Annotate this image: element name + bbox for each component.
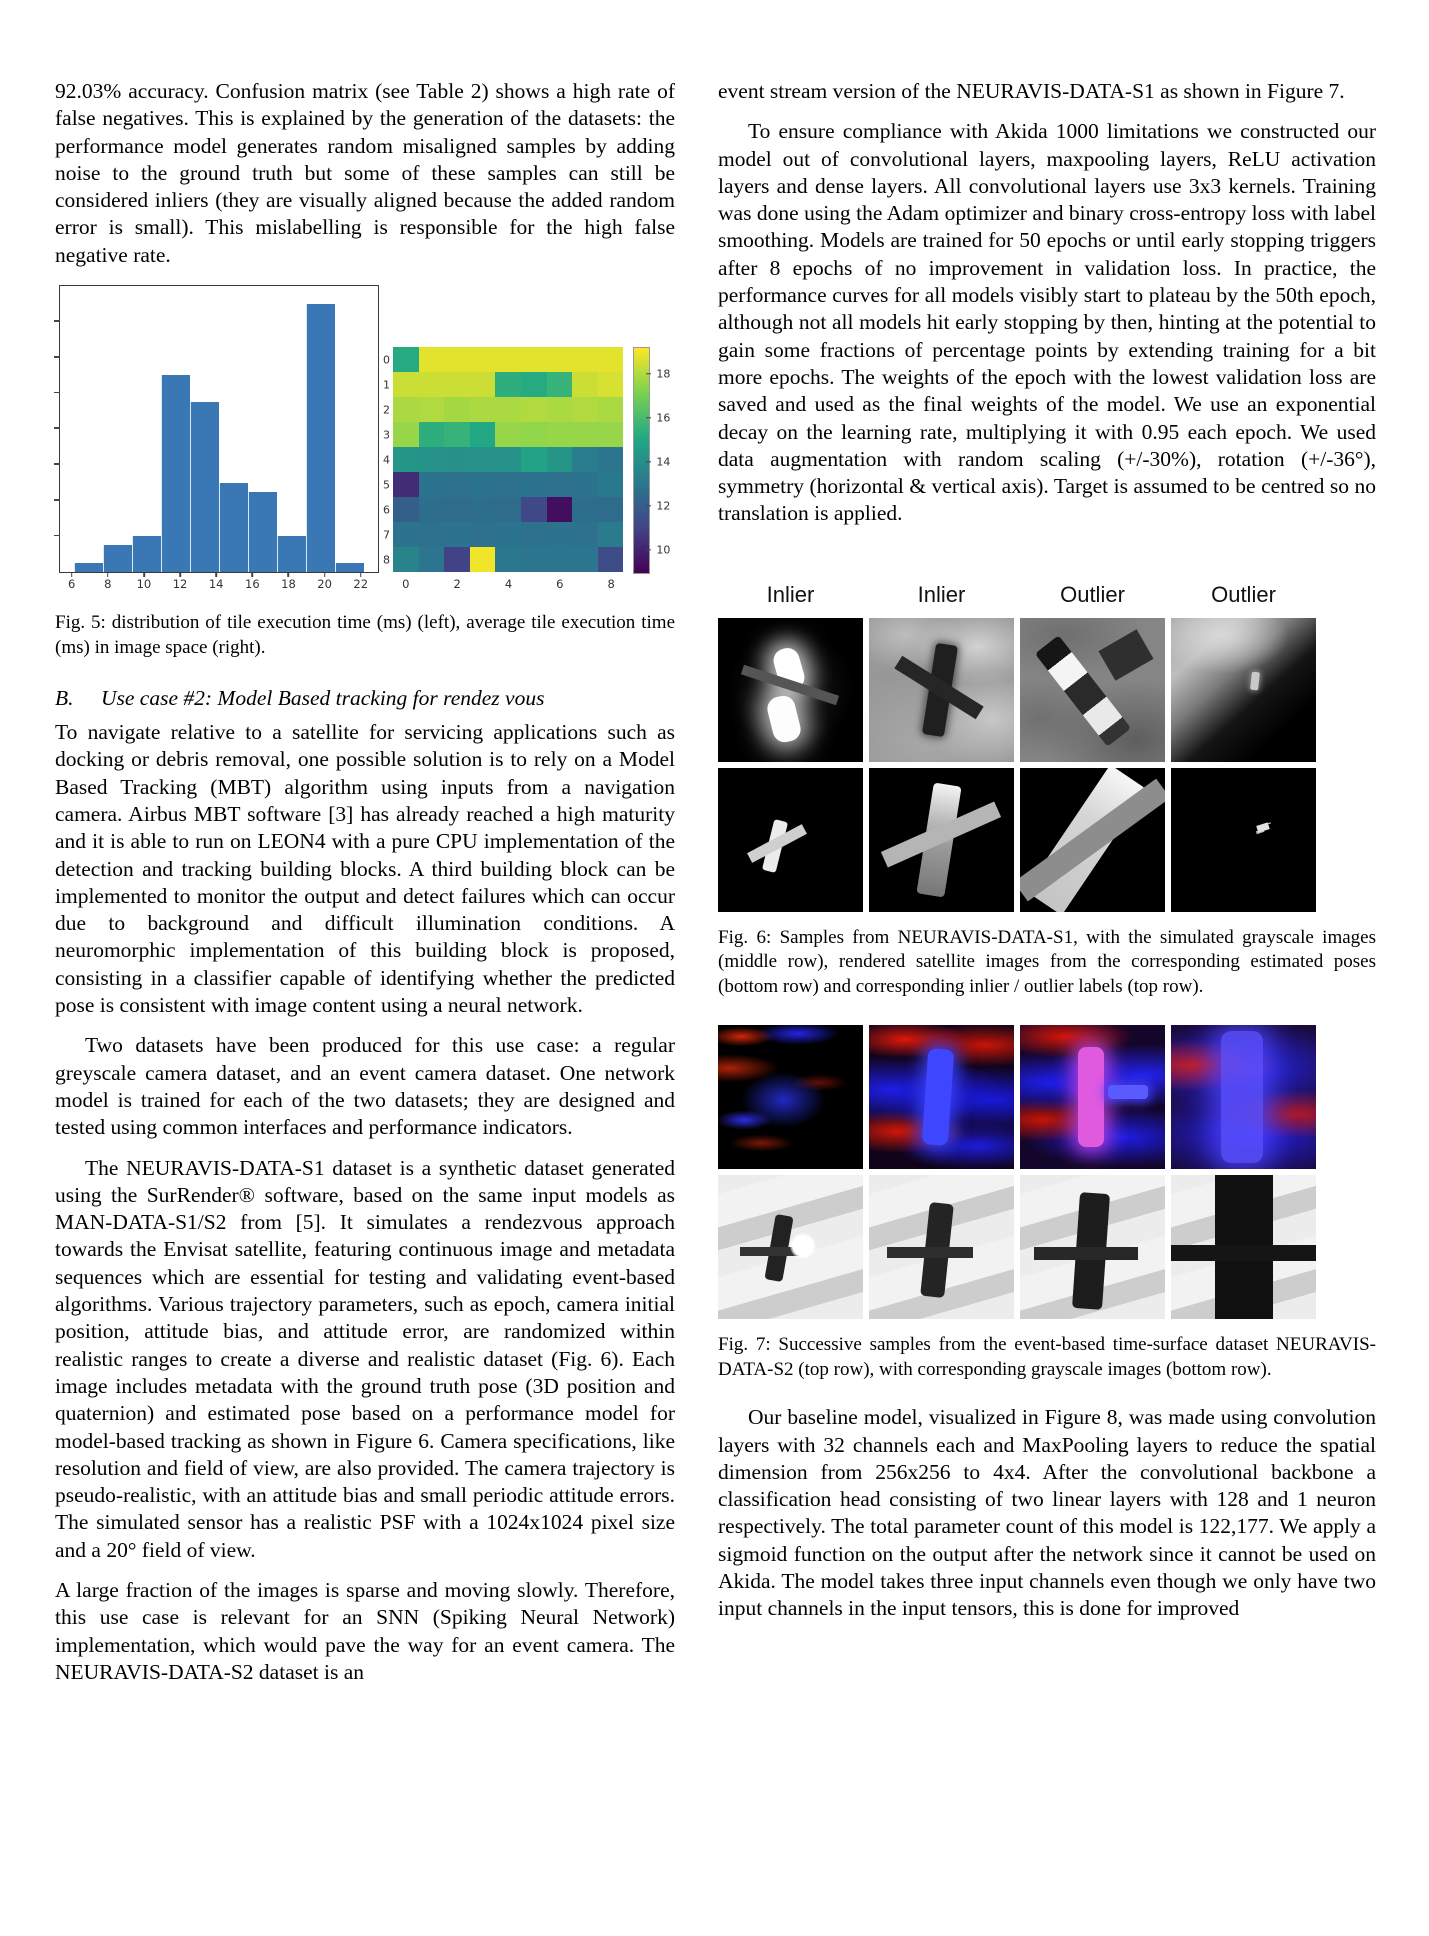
fig6-image-grid (718, 618, 1376, 912)
heatmap-cell (470, 422, 496, 447)
satellite-graphic (771, 645, 808, 693)
heatmap-cell (572, 397, 598, 422)
heatmap-cell (419, 447, 445, 472)
satellite-graphic (1250, 671, 1260, 690)
heatmap-cell (495, 422, 521, 447)
fig7-grayscale-image-3 (1020, 1175, 1165, 1319)
heatmap-cell (572, 547, 598, 572)
heatmap-cell (419, 347, 445, 372)
heatmap-cell (495, 397, 521, 422)
fig5-heatmap-area (377, 347, 680, 574)
colorbar-tick-label: 14 (656, 455, 671, 469)
histogram-bar (132, 536, 161, 572)
heatmap-cell (572, 372, 598, 397)
heatmap-cell (470, 547, 496, 572)
heatmap-cell (521, 497, 547, 522)
section-heading-b (55, 686, 675, 711)
x-axis-tick-label: 22 (353, 577, 369, 592)
satellite-graphic (740, 1247, 806, 1256)
heatmap-cell (444, 422, 470, 447)
figure-5 (55, 285, 675, 660)
heatmap-cell (572, 347, 598, 372)
fig6-label-4: Outlier (1211, 581, 1276, 607)
fig6-grayscale-image-2 (869, 618, 1014, 762)
fig6-grayscale-image-3 (1020, 618, 1165, 762)
fig7-event-image-3 (1020, 1025, 1165, 1169)
colorbar-tick (646, 461, 651, 462)
heatmap-x-tick-label: 8 (607, 577, 615, 592)
fig5-heatmap-xticks (393, 574, 624, 592)
heatmap-cell (419, 547, 445, 572)
section-title: Use case #2: Model Based tracking for rendez vous (101, 686, 545, 711)
heatmap-cell (444, 347, 470, 372)
heatmap-cell (419, 372, 445, 397)
heatmap-cell (521, 522, 547, 547)
right-column (718, 78, 1376, 1636)
left-column (55, 78, 675, 1699)
heatmap-cell (547, 522, 573, 547)
fig5-heatmap-grid (393, 347, 623, 572)
heatmap-cell (470, 522, 496, 547)
heatmap-cell (393, 372, 419, 397)
fig5-colorbar-ticks (654, 347, 680, 572)
fig6-grayscale-image-1 (718, 618, 863, 762)
y-axis-tick (54, 320, 60, 322)
heatmap-cell (547, 372, 573, 397)
heatmap-cell (393, 347, 419, 372)
fig6-label-3: Outlier (1060, 581, 1125, 607)
fig7-grayscale-image-1 (718, 1175, 863, 1319)
heatmap-x-tick-label: 4 (504, 577, 513, 592)
heatmap-cell (547, 547, 573, 572)
heatmap-cell (444, 547, 470, 572)
satellite-graphic (1078, 1047, 1104, 1147)
heatmap-cell (470, 472, 496, 497)
fig5-histogram-xticks (59, 573, 377, 593)
heatmap-cell (547, 447, 573, 472)
heatmap-row-label: 3 (383, 428, 390, 442)
satellite-graphic (922, 1048, 955, 1146)
fig6-rendered-image-3 (1020, 768, 1165, 912)
fig7-image-grid (718, 1025, 1376, 1319)
heatmap-cell (444, 397, 470, 422)
heatmap-cell (470, 447, 496, 472)
satellite-graphic (1108, 1085, 1148, 1099)
histogram-bar (219, 483, 248, 572)
heatmap-cell (495, 547, 521, 572)
heatmap-cell (495, 372, 521, 397)
colorbar-tick-label: 12 (656, 499, 671, 513)
heatmap-cell (598, 397, 624, 422)
heatmap-cell (393, 422, 419, 447)
heatmap-cell (444, 372, 470, 397)
heatmap-cell (572, 422, 598, 447)
heatmap-x-tick-label: 0 (402, 577, 410, 592)
heatmap-cell (419, 497, 445, 522)
heatmap-cell (598, 547, 624, 572)
heatmap-cell (495, 447, 521, 472)
heatmap-cell (521, 447, 547, 472)
paragraph-accuracy: 92.03% accuracy. Confusion matrix (see Table 2) shows a high rate of false negatives. This is explained by the generation of the datasets: the performance model generates random misaligned samples by adding noise to the ground truth but some of these samples can still be considered inliers (they are visually aligned because the added random error is small). This mislabelling is responsible for the high false negative rate. (55, 79, 675, 267)
satellite-graphic (1098, 629, 1153, 680)
heatmap-cell (444, 522, 470, 547)
heatmap-cell (547, 497, 573, 522)
fig6-label-2: Inlier (917, 581, 966, 607)
heatmap-cell (598, 472, 624, 497)
fig6-rendered-image-4 (1171, 768, 1316, 912)
heatmap-cell (547, 422, 573, 447)
heatmap-row-label: 0 (383, 353, 390, 367)
x-axis-tick-label: 6 (67, 577, 76, 592)
fig6-rendered-image-1 (718, 768, 863, 912)
heatmap-cell (393, 547, 419, 572)
x-axis-tick-label: 18 (281, 577, 296, 592)
histogram-bar (74, 563, 103, 572)
fig5-heatmap-row-labels (377, 347, 393, 572)
fig7-event-image-1 (718, 1025, 863, 1169)
histogram-bar (161, 375, 190, 572)
satellite-graphic (1034, 1247, 1138, 1260)
heatmap-row-label: 7 (383, 528, 390, 542)
heatmap-cell (521, 422, 547, 447)
satellite-graphic (1256, 822, 1270, 832)
heatmap-row-label: 2 (383, 403, 390, 417)
heatmap-cell (572, 472, 598, 497)
heatmap-cell (572, 497, 598, 522)
fig5-histogram-plot (59, 285, 379, 573)
heatmap-cell (598, 422, 624, 447)
paragraph-compliance: To ensure compliance with Akida 1000 limitations we constructed our model out of convolutional layers, maxpooling layers, ReLU activation layers and dense layers. All convolutional layers use 3x3 kernels. Training was done using the Adam optimizer and binary cross-entropy loss with label smoothing. Models are trained for 50 epochs or until early stopping triggers after 8 epochs of no improvement in validation loss. In practice, the performance curves for all models visibly start to plateau by the 50th epoch, although not all models hit early stopping by then, hinting at the potential to gain some fractions of percentage points by extending training for a bit more epochs. The weights of the epoch with the lowest validation loss are saved and used as the final weights of the model. We use an exponential decay on the learning rate, multiplying it with 0.95 each epoch. We used data augmentation with random scaling (+/-30%), rotation (+/-36°), symmetry (horizontal & vertical axis). Target is assumed to be centred so no translation is applied. (718, 119, 1376, 526)
figure-5-plots (55, 285, 675, 597)
fig5-histogram (59, 285, 379, 593)
heatmap-x-tick-label: 6 (556, 577, 564, 592)
fig6-grayscale-image-4 (1171, 618, 1316, 762)
y-axis-tick (54, 535, 60, 537)
paragraph-baseline-model: Our baseline model, visualized in Figure 8, was made using convolution layers with 32 channels each and MaxPooling layers to reduce the spatial dimension from 256x256 to 4x4. After the convolutional backbone a classification head consisting of two linear layers with 128 and 1 neuron respectively. The total parameter count of this model is 122,177. We apply a sigmoid function on the output after the network since it cannot be used on Akida. The model takes three input channels even though we only have two input channels in the input tensors, this is done for improved (718, 1405, 1376, 1621)
colorbar-tick (646, 549, 651, 550)
fig6-caption: Fig. 6: Samples from NEURAVIS-DATA-S1, with the simulated grayscale images (middle row), rendered satellite images from the corresponding estimated poses (bottom row) and corresponding inlier / outlier labels (top row). (718, 926, 1376, 997)
paragraph-large-fraction: A large fraction of the images is sparse and moving slowly. Therefore, this use case is relevant for an SNN (Spiking Neural Network) implementation, which would pave the way for an event camera. The NEURAVIS-DATA-S2 dataset is an (55, 1577, 675, 1684)
heatmap-cell (547, 472, 573, 497)
heatmap-cell (547, 397, 573, 422)
colorbar-tick (646, 505, 651, 506)
paragraph-navigate: To navigate relative to a satellite for servicing applications such as docking or debris removal, one possible solution is to rely on a Model Based Tracking (MBT) algorithm using inputs from a navigation camera. Airbus MBT software [3] has already reached a high maturity and it is able to run on LEON4 with a pure CPU implementation of the detection and tracking building blocks. A third building block can be implemented to monitor the output and detect failures which can occur due to background and difficult illumination conditions. A neuromorphic implementation of this building block is proposed, consisting in a classifier capable of identifying whether the predicted pose is consistent with image content using a neural network. (55, 720, 675, 1018)
heatmap-cell (470, 347, 496, 372)
y-axis-tick (54, 356, 60, 358)
heatmap-cell (495, 472, 521, 497)
fig7-event-image-4 (1171, 1025, 1316, 1169)
fig7-grayscale-image-2 (869, 1175, 1014, 1319)
heatmap-cell (419, 472, 445, 497)
heatmap-cell (572, 522, 598, 547)
histogram-bar (248, 492, 277, 572)
fig6-rendered-image-2 (869, 768, 1014, 912)
histogram-bar (335, 563, 364, 572)
heatmap-cell (393, 472, 419, 497)
heatmap-cell (419, 522, 445, 547)
x-axis-tick-label: 10 (136, 577, 152, 592)
heatmap-cell (393, 397, 419, 422)
heatmap-cell (419, 422, 445, 447)
heatmap-cell (470, 497, 496, 522)
histogram-bar (190, 402, 219, 572)
fig6-labels (718, 582, 1376, 608)
heatmap-cell (521, 372, 547, 397)
heatmap-cell (547, 347, 573, 372)
heatmap-cell (598, 347, 624, 372)
satellite-graphic (1221, 1031, 1263, 1163)
heatmap-cell (444, 497, 470, 522)
heatmap-x-tick-label: 2 (453, 577, 461, 592)
x-axis-tick-label: 20 (317, 577, 332, 592)
x-axis-tick-label: 14 (208, 577, 224, 592)
fig6-label-1: Inlier (766, 581, 815, 607)
heatmap-cell (495, 347, 521, 372)
histogram-bar (103, 545, 132, 572)
heatmap-row-label: 5 (383, 478, 390, 492)
paragraph-two-datasets: Two datasets have been produced for this use case: a regular greyscale camera dataset, and an event camera dataset. One network model is trained for each of the two datasets; they are designed and tested using common interfaces and performance indicators. (55, 1033, 675, 1140)
x-axis-tick-label: 12 (172, 577, 188, 592)
heatmap-cell (521, 472, 547, 497)
fig7-caption: Fig. 7: Successive samples from the event-based time-surface dataset NEURAVIS-DATA-S2 (top row), with corresponding grayscale images (bottom row). (718, 1334, 1376, 1380)
heatmap-cell (598, 522, 624, 547)
x-axis-tick-label: 8 (104, 577, 112, 592)
satellite-graphic (887, 1247, 973, 1258)
heatmap-cell (470, 397, 496, 422)
section-label: B. (55, 686, 74, 711)
colorbar-tick-label: 16 (656, 411, 671, 425)
histogram-bar (277, 536, 306, 572)
colorbar-tick-label: 10 (656, 543, 671, 557)
y-axis-tick (54, 392, 60, 394)
heatmap-row-label: 8 (383, 553, 390, 567)
heatmap-cell (393, 522, 419, 547)
fig5-caption: Fig. 5: distribution of tile execution time (ms) (left), average tile execution time (ms) in image space (right). (55, 612, 675, 658)
heatmap-cell (444, 472, 470, 497)
heatmap-cell (393, 447, 419, 472)
paragraph-neuravis-s1: The NEURAVIS-DATA-S1 dataset is a synthetic dataset generated using the SurRender® software, based on the same input models as MAN-DATA-S1/S2 from [5]. It simulates a rendezvous approach towards the Envisat satellite, featuring continuous image and metadata sequences which are essential for testing and validating event-based algorithms. Various trajectory parameters, such as epoch, camera initial position, attitude bias, and attitude error, are randomized within realistic ranges to create a diverse and realistic dataset (Fig. 6). Each image includes metadata with the ground truth pose (3D position and quaternion) and estimated pose based on a performance model for model-based tracking as shown in Figure 6. Camera specifications, like resolution and field of view, are also provided. The camera trajectory is pseudo-realistic, with an attitude bias and small periodic attitude errors. The simulated sensor has a realistic PSF with a 1024x1024 pixel size and a 20° field of view. (55, 1155, 675, 1562)
heatmap-cell (393, 497, 419, 522)
heatmap-cell (572, 447, 598, 472)
heatmap-cell (495, 497, 521, 522)
heatmap-cell (598, 372, 624, 397)
heatmap-cell (521, 547, 547, 572)
colorbar-tick (646, 417, 651, 418)
heatmap-row-label: 6 (383, 503, 390, 517)
x-axis-tick-label: 16 (245, 577, 260, 592)
heatmap-cell (419, 397, 445, 422)
fig5-heatmap (377, 347, 680, 592)
paragraph-event-stream: event stream version of the NEURAVIS-DATA-S1 as shown in Figure 7. (718, 79, 1345, 103)
heatmap-cell (521, 397, 547, 422)
heatmap-cell (495, 522, 521, 547)
fig7-event-image-2 (869, 1025, 1014, 1169)
heatmap-cell (598, 447, 624, 472)
y-axis-tick (54, 499, 60, 501)
heatmap-cell (444, 447, 470, 472)
fig7-grayscale-image-4 (1171, 1175, 1316, 1319)
colorbar-tick (646, 373, 651, 374)
heatmap-cell (521, 347, 547, 372)
y-axis-tick (54, 427, 60, 429)
colorbar-tick-label: 18 (656, 367, 671, 381)
figure-6 (718, 582, 1376, 1000)
satellite-graphic (765, 693, 803, 744)
heatmap-row-label: 4 (383, 453, 390, 467)
heatmap-cell (470, 372, 496, 397)
figure-7 (718, 1025, 1376, 1382)
heatmap-cell (598, 497, 624, 522)
heatmap-row-label: 1 (383, 378, 390, 392)
y-axis-tick (54, 463, 60, 465)
histogram-bar (306, 304, 335, 572)
satellite-graphic (1171, 1245, 1316, 1261)
